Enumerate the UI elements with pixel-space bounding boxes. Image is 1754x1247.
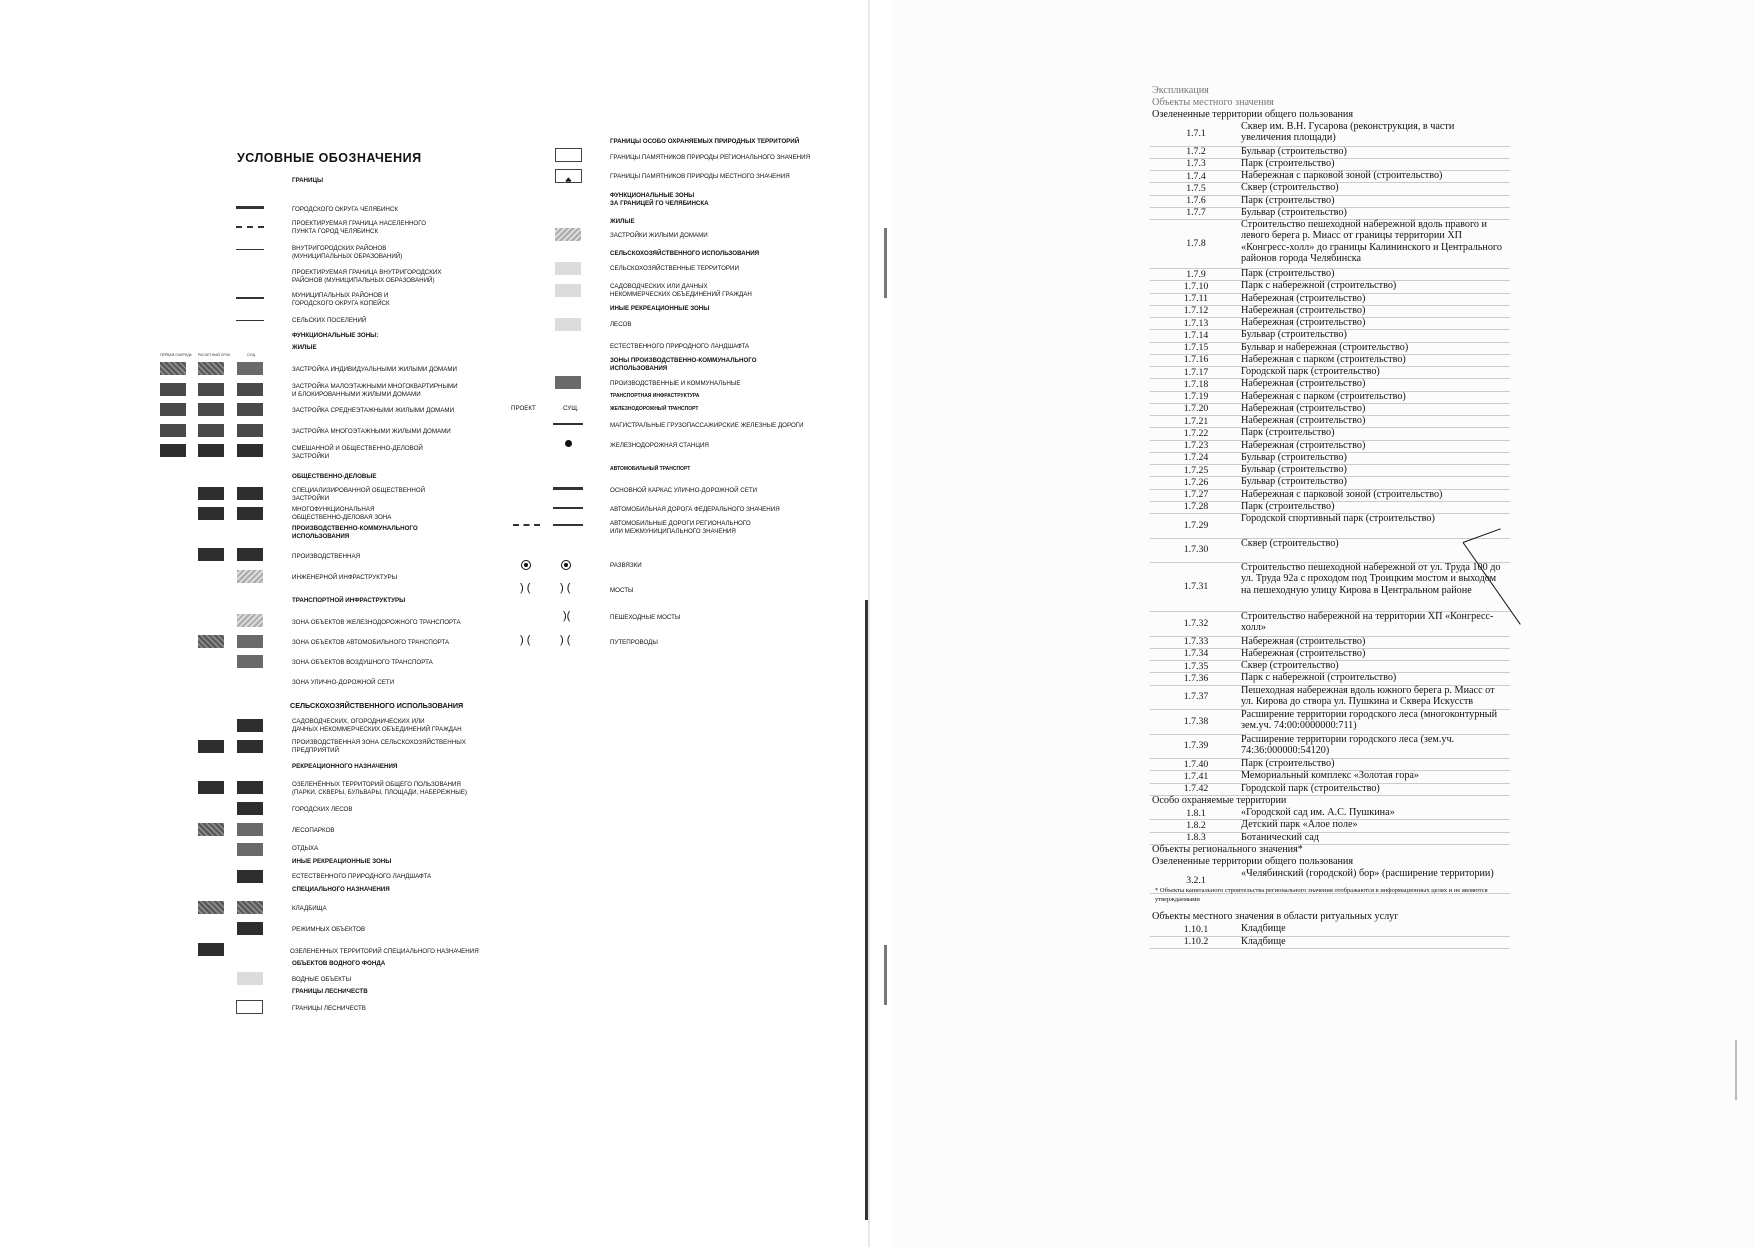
zone-swatch xyxy=(198,740,224,753)
legend-item: ЗАСТРОЙКИ ЖИЛЫМИ ДОМАМИ xyxy=(610,232,708,239)
zone-swatch xyxy=(198,403,224,416)
zone-swatch xyxy=(555,262,581,275)
legend-heading: ТРАНСПОРТНАЯ ИНФРАСТРУКТУРА xyxy=(610,393,700,399)
legend-item: ИНЖЕНЕРНОЙ ИНФРАСТРУКТУРЫ xyxy=(292,574,398,581)
zone-swatch xyxy=(160,403,186,416)
row-number: 1.7.35 xyxy=(1183,660,1209,672)
zone-swatch xyxy=(237,424,263,437)
legend-heading: ЖИЛЫЕ xyxy=(292,344,317,351)
legend-heading: ФУНКЦИОНАЛЬНЫЕ ЗОНЫ xyxy=(610,192,695,199)
zone-swatch xyxy=(237,383,263,396)
row-number: 1.7.8 xyxy=(1186,238,1206,249)
boundary-symbol xyxy=(236,297,264,299)
row-number: 1.7.4 xyxy=(1186,170,1206,182)
row-number: 1.7.19 xyxy=(1183,391,1209,403)
legend-item: МНОГОФУНКЦИОНАЛЬНАЯ xyxy=(292,506,375,513)
row-description: Строительство пешеходной набережной от ул. Труда 100 до ул. Труда 92а с проходом под Троицким мостом и выходом на пешеходную улицу Кирова в Центральном районе xyxy=(1241,562,1501,596)
row-number: 1.7.31 xyxy=(1183,581,1209,592)
legend-item: ИЛИ МЕЖМУНИЦИПАЛЬНОГО ЗНАЧЕНИЯ xyxy=(610,528,736,535)
legend-heading: ИСПОЛЬЗОВАНИЯ xyxy=(292,533,350,540)
zone-swatch xyxy=(198,487,224,500)
zone-swatch xyxy=(237,781,263,794)
legend-heading: ИНЫЕ РЕКРЕАЦИОННЫЕ ЗОНЫ xyxy=(292,858,392,865)
legend-item: ПРОИЗВОДСТВЕННЫЕ И КОММУНАЛЬНЫЕ xyxy=(610,380,741,387)
row-number: 1.7.16 xyxy=(1183,354,1209,366)
row-description: Набережная с парком (строительство) xyxy=(1241,390,1406,402)
row-number: 1.10.1 xyxy=(1183,923,1209,935)
road-symbol xyxy=(553,507,583,509)
row-description: Парк (строительство) xyxy=(1241,157,1335,169)
zone-swatch xyxy=(160,383,186,396)
legend-heading: ОБЩЕСТВЕННО-ДЕЛОВЫЕ xyxy=(292,473,377,480)
row-description: Бульвар (строительство) xyxy=(1241,451,1347,463)
legend-item: ГОРОДСКИХ ЛЕСОВ xyxy=(292,806,353,813)
row-number: 1.7.39 xyxy=(1183,740,1209,752)
legend-heading: ФУНКЦИОНАЛЬНЫЕ ЗОНЫ: xyxy=(292,332,379,339)
legend-item: МУНИЦИПАЛЬНЫХ РАЙОНОВ И xyxy=(292,292,389,299)
row-description: Парк (строительство) xyxy=(1241,427,1335,439)
legend-item: САДОВОДЧЕСКИХ ИЛИ ДАЧНЫХ xyxy=(610,283,708,290)
legend-item: ЗАСТРОЙКИ xyxy=(292,453,330,460)
boundary-symbol xyxy=(236,206,264,209)
legend-item: ГРАНИЦЫ ПАМЯТНИКОВ ПРИРОДЫ МЕСТНОГО ЗНАЧЕНИЯ xyxy=(610,173,790,180)
row-number: 1.7.30 xyxy=(1183,544,1209,556)
zone-swatch xyxy=(237,719,263,732)
row-description: Сквер им. В.Н. Гусарова (реконструкция, в части увеличения площади) xyxy=(1241,121,1455,144)
row-description: Городской спортивный парк (строительство) xyxy=(1241,513,1435,524)
explication-subgroup: Озелененные территории общего пользования xyxy=(1152,109,1354,120)
overpass-icon: ) ( xyxy=(560,634,571,646)
legend-item: ЗОНА ОБЪЕКТОВ АВТОМОБИЛЬНОГО ТРАНСПОРТА xyxy=(292,639,450,646)
boundary-symbol xyxy=(236,249,264,250)
pedestrian-bridge-icon: )( xyxy=(563,610,571,622)
row-number: 1.7.25 xyxy=(1183,464,1209,476)
legend-item: ЗОНА ОБЪЕКТОВ ВОЗДУШНОГО ТРАНСПОРТА xyxy=(292,659,433,666)
row-number: 1.7.23 xyxy=(1183,440,1209,452)
row-number: 1.7.33 xyxy=(1183,636,1209,648)
row-description: «Челябинский (городской) бор» (расширение территории) xyxy=(1241,868,1494,880)
zone-swatch xyxy=(555,376,581,389)
row-number: 1.7.24 xyxy=(1183,452,1209,464)
zone-swatch xyxy=(198,943,224,956)
legend-heading: РЕКРЕАЦИОННОГО НАЗНАЧЕНИЯ xyxy=(292,763,398,770)
zone-swatch xyxy=(237,972,263,985)
row-number: 1.7.41 xyxy=(1183,770,1209,782)
row-description: Расширение территории городского леса (зем.уч. 74:36:000000:54120) xyxy=(1241,733,1455,756)
legend-item: ПУНКТА ГОРОД ЧЕЛЯБИНСК xyxy=(292,228,379,235)
legend-item: ЗАСТРОЙКА СРЕДНЕЭТАЖНЫМИ ЖИЛЫМИ ДОМАМИ xyxy=(292,407,455,414)
zone-swatch xyxy=(237,570,263,583)
row-number: 1.7.29 xyxy=(1183,519,1209,531)
legend-item: САДОВОДЧЕСКИХ, ОГОРОДНИЧЕСКИХ ИЛИ xyxy=(292,718,425,725)
row-number: 1.7.36 xyxy=(1183,672,1209,684)
legend-item: (МУНИЦИПАЛЬНЫХ ОБРАЗОВАНИЙ) xyxy=(292,253,403,260)
scan-mark xyxy=(1735,1040,1737,1100)
zone-swatch xyxy=(236,1000,263,1014)
row-description: Бульвар (строительство) xyxy=(1241,206,1347,218)
row-number: 1.7.42 xyxy=(1183,783,1209,795)
zone-swatch xyxy=(237,362,263,375)
row-number: 1.7.40 xyxy=(1183,758,1209,770)
row-description: Парк с набережной (строительство) xyxy=(1241,280,1397,292)
boundary-symbol xyxy=(236,320,264,321)
footnote: * Объекты капитального строительства регионального значения отображаются в информационных целях и не являются утверждаемыми xyxy=(1155,887,1488,903)
row-description: Расширение территории городского леса (многоконтурный зем.уч. 74:00:0000000:711) xyxy=(1241,709,1498,732)
legend-heading: ГРАНИЦЫ ОСОБО ОХРАНЯЕМЫХ ПРИРОДНЫХ ТЕРРИТОРИЙ xyxy=(610,138,800,145)
row-number: 1.7.6 xyxy=(1186,195,1206,207)
road-symbol xyxy=(553,524,583,526)
row-description: Набережная с парком (строительство) xyxy=(1241,353,1406,365)
legend-heading: СЕЛЬСКОХОЗЯЙСТВЕННОГО ИСПОЛЬЗОВАНИЯ xyxy=(290,701,464,710)
row-number: 1.7.14 xyxy=(1183,329,1209,341)
explication-subgroup: Особо охраняемые территории xyxy=(1152,794,1287,806)
row-description: Кладбище xyxy=(1241,935,1286,947)
row-description: Набережная (строительство) xyxy=(1241,378,1366,390)
legend-item: ВОДНЫЕ ОБЪЕКТЫ xyxy=(292,976,352,983)
legend-item: ЛЕСОВ xyxy=(610,321,632,328)
zone-swatch xyxy=(198,823,224,836)
explication-subgroup: Озелененные территории общего пользования xyxy=(1152,856,1354,867)
row-description: Сквер (строительство) xyxy=(1241,537,1339,549)
row-description: Сквер (строительство) xyxy=(1241,182,1339,194)
explication-title: Экспликация xyxy=(1152,85,1209,96)
zone-swatch xyxy=(555,169,582,183)
legend-item: ПРЕДПРИЯТИЙ xyxy=(292,747,340,754)
zone-swatch xyxy=(198,444,224,457)
zone-swatch xyxy=(160,362,186,375)
row-description: Набережная (строительство) xyxy=(1241,304,1366,316)
row-number: 1.10.2 xyxy=(1183,936,1209,948)
row-description: Набережная (строительство) xyxy=(1241,402,1366,414)
interchange-icon xyxy=(521,560,531,570)
row-description: «Городской сад им. А.С. Пушкина» xyxy=(1241,807,1395,818)
row-description: Бульвар (строительство) xyxy=(1241,329,1347,341)
zone-swatch xyxy=(237,740,263,753)
row-description: Парк (строительство) xyxy=(1241,500,1335,512)
row-number: 1.7.34 xyxy=(1183,648,1209,660)
zone-swatch xyxy=(555,318,581,331)
legend-item: ГРАНИЦЫ ЛЕСНИЧЕСТВ xyxy=(292,1005,366,1012)
legend-item: РЕЖИМНЫХ ОБЪЕКТОВ xyxy=(292,926,366,933)
legend-item: ЖЕЛЕЗНОДОРОЖНАЯ СТАНЦИЯ xyxy=(610,442,709,449)
zone-swatch xyxy=(237,635,263,648)
legend-item: НЕКОММЕРЧЕСКИХ ОБЪЕДИНЕНИЙ ГРАЖДАН xyxy=(610,291,752,298)
legend-heading: ЖЕЛЕЗНОДОРОЖНЫЙ ТРАНСПОРТ xyxy=(610,406,699,412)
row-number: 1.7.22 xyxy=(1183,427,1209,439)
zone-swatch xyxy=(198,362,224,375)
legend-item: ОЗЕЛЕНЕННЫХ ТЕРРИТОРИЙ СПЕЦИАЛЬНОГО НАЗНАЧЕНИЯ xyxy=(290,948,479,955)
row-number: 1.7.21 xyxy=(1183,415,1209,427)
row-number: 1.7.13 xyxy=(1183,317,1209,329)
legend-heading: ЗА ГРАНИЦЕЙ ГО ЧЕЛЯБИНСКА xyxy=(610,200,709,207)
row-number: 1.7.37 xyxy=(1183,691,1209,703)
road-symbol xyxy=(513,524,540,526)
zone-swatch xyxy=(198,383,224,396)
row-number: 1.7.11 xyxy=(1183,293,1209,305)
zone-swatch xyxy=(237,823,263,836)
legend-item: ГРАНИЦЫ ПАМЯТНИКОВ ПРИРОДЫ РЕГИОНАЛЬНОГО ЗНАЧЕНИЯ xyxy=(610,154,811,161)
zone-swatch xyxy=(198,635,224,648)
zone-swatch xyxy=(237,614,263,627)
row-description: Парк (строительство) xyxy=(1241,758,1335,769)
legend-item: МОСТЫ xyxy=(610,587,634,594)
row-number: 1.7.38 xyxy=(1183,715,1209,727)
legend-title: УСЛОВНЫЕ ОБОЗНАЧЕНИЯ xyxy=(237,151,422,165)
row-description: Детский парк «Алое поле» xyxy=(1241,819,1358,831)
legend-item: СПЕЦИАЛИЗИРОВАННОЙ ОБЩЕСТВЕННОЙ xyxy=(292,487,426,494)
scan-mark xyxy=(884,945,887,1005)
row-number: 3.2.1 xyxy=(1186,875,1206,886)
row-description: Набережная с парковой зоной (строительство) xyxy=(1241,170,1443,181)
road-symbol xyxy=(553,487,583,490)
legend-heading: ИСПОЛЬЗОВАНИЯ xyxy=(610,365,668,372)
legend-item: ДАЧНЫХ НЕКОММЕРЧЕСКИХ ОБЪЕДИНЕНИЙ ГРАЖДАН xyxy=(292,726,462,733)
legend-item: И БЛОКИРОВАННЫМИ ЖИЛЫМИ ДОМАМИ xyxy=(292,391,421,398)
legend-item: ВНУТРИГОРОДСКИХ РАЙОНОВ xyxy=(292,245,387,252)
legend-item: ЗАСТРОЙКА ИНДИВИДУАЛЬНЫМИ ЖИЛЫМИ ДОМАМИ xyxy=(292,366,457,373)
row-divider xyxy=(1150,948,1510,949)
interchange-icon xyxy=(561,560,571,570)
row-number: 1.7.27 xyxy=(1183,489,1209,501)
row-description: Мемориальный комплекс «Золотая гора» xyxy=(1241,770,1420,782)
zone-swatch xyxy=(237,487,263,500)
row-number: 1.7.9 xyxy=(1186,268,1206,280)
column-header: СУЩ. xyxy=(247,353,256,357)
binding-line xyxy=(865,600,868,1220)
legend-item: ГОРОДСКОГО ОКРУГА КОПЕЙСК xyxy=(292,300,390,307)
legend-heading: ГРАНИЦЫ xyxy=(292,177,324,184)
row-description: Пешеходная набережная вдоль южного берега р. Миасс от ул. Кирова до створа ул. Пушкина и Сквера Искусств xyxy=(1241,684,1495,707)
row-number: 1.8.2 xyxy=(1186,819,1206,831)
legend-heading: АВТОМОБИЛЬНЫЙ ТРАНСПОРТ xyxy=(610,466,691,472)
legend-item: КЛАДБИЩА xyxy=(292,905,327,912)
row-description: Набережная (строительство) xyxy=(1241,415,1366,426)
zone-swatch xyxy=(237,507,263,520)
legend-item: ОТДЫХА xyxy=(292,845,319,852)
row-number: 1.7.10 xyxy=(1183,280,1209,292)
legend-item: СМЕШАННОЙ И ОБЩЕСТВЕННО-ДЕЛОВОЙ xyxy=(292,445,423,452)
zone-swatch xyxy=(237,802,263,815)
row-description: Бульвар (строительство) xyxy=(1241,464,1347,475)
zone-swatch xyxy=(237,870,263,883)
legend-item: ЗАСТРОЙКИ xyxy=(292,495,330,502)
row-description: Городской парк (строительство) xyxy=(1241,366,1380,377)
legend-item: ПРОЕКТИРУЕМАЯ ГРАНИЦА ВНУТРИГОРОДСКИХ xyxy=(292,269,442,276)
legend-item: (ПАРКИ, СКВЕРЫ, БУЛЬВАРЫ, ПЛОЩАДИ, НАБЕРЕЖНЫЕ) xyxy=(292,789,467,796)
legend-heading: СЕЛЬСКОХОЗЯЙСТВЕННОГО ИСПОЛЬЗОВАНИЯ xyxy=(610,250,760,257)
legend-item: РАЙОНОВ (МУНИЦИПАЛЬНЫХ ОБРАЗОВАНИЙ) xyxy=(292,277,435,284)
row-description: Набережная (строительство) xyxy=(1241,635,1366,647)
zone-swatch xyxy=(555,228,581,241)
legend-item: СЕЛЬСКОХОЗЯЙСТВЕННЫЕ ТЕРРИТОРИИ xyxy=(610,265,739,272)
row-description: Набережная с парковой зоной (строительство) xyxy=(1241,488,1443,500)
explication-group: Объекты местного значения xyxy=(1152,97,1274,108)
zone-swatch xyxy=(555,148,582,162)
column-header: РАСЧЕТНЫЙ СРОК xyxy=(198,353,231,357)
legend-heading: ОБЪЕКТОВ ВОДНОГО ФОНДА xyxy=(292,960,386,967)
row-description: Бульвар (строительство) xyxy=(1241,476,1347,488)
row-description: Набережная (строительство) xyxy=(1241,292,1366,304)
legend-heading: ЖИЛЫЕ xyxy=(610,218,635,225)
legend-item: ЕСТЕСТВЕННОГО ПРИРОДНОГО ЛАНДШАФТА xyxy=(610,343,750,350)
legend-item: ЗАСТРОЙКА МНОГОЭТАЖНЫМИ ЖИЛЫМИ ДОМАМИ xyxy=(292,428,451,435)
zone-swatch xyxy=(237,655,263,668)
legend-item: АВТОМОБИЛЬНЫЕ ДОРОГИ РЕГИОНАЛЬНОГО xyxy=(610,520,751,527)
legend-item: ПРОИЗВОДСТВЕННАЯ xyxy=(292,553,361,560)
row-number: 1.7.2 xyxy=(1186,146,1206,158)
zone-swatch xyxy=(237,901,263,914)
row-description: Строительство пешеходной набережной вдоль правого и левого берега р. Миасс от границы территории ХП «Конгресс-холл» до границы Калининского и Центрального районов города Челябинска xyxy=(1241,219,1502,264)
row-description: Парк с набережной (строительство) xyxy=(1241,672,1397,684)
column-header: ПЕРВАЯ ОЧЕРЕДЬ xyxy=(160,353,192,357)
legend-heading: ПРОИЗВОДСТВЕННО-КОММУНАЛЬНОГО xyxy=(292,525,418,532)
scan-mark xyxy=(884,228,887,298)
column-header: ПРОЕКТ xyxy=(511,405,536,412)
legend-heading: СПЕЦИАЛЬНОГО НАЗНАЧЕНИЯ xyxy=(292,886,390,893)
legend-item: ЕСТЕСТВЕННОГО ПРИРОДНОГО ЛАНДШАФТА xyxy=(292,873,432,880)
row-number: 1.7.28 xyxy=(1183,501,1209,513)
page-fold xyxy=(868,0,870,1247)
station-icon xyxy=(565,440,572,447)
row-description: Кладбище xyxy=(1241,923,1286,935)
row-description: Сквер (строительство) xyxy=(1241,660,1339,671)
overpass-icon: ) ( xyxy=(520,634,531,646)
legend-item: ГОРОДСКОГО ОКРУГА ЧЕЛЯБИНСК xyxy=(292,206,398,213)
column-header: СУЩ. xyxy=(563,405,579,412)
zone-swatch xyxy=(237,922,263,935)
row-number: 1.7.1 xyxy=(1186,127,1206,139)
row-number: 1.7.20 xyxy=(1183,403,1209,415)
zone-swatch xyxy=(237,444,263,457)
row-number: 1.7.15 xyxy=(1183,342,1209,354)
tree-icon: ♣ xyxy=(565,175,572,185)
zone-swatch xyxy=(198,901,224,914)
row-description: Ботанический сад xyxy=(1241,831,1319,843)
row-number: 1.7.7 xyxy=(1186,207,1206,219)
bridge-icon: ) ( xyxy=(560,582,571,594)
zone-swatch xyxy=(198,548,224,561)
legend-item: ПРОЕКТИРУЕМАЯ ГРАНИЦА НАСЕЛЕННОГО xyxy=(292,220,427,227)
legend-item: МАГИСТРАЛЬНЫЕ ГРУЗОПАССАЖИРСКИЕ ЖЕЛЕЗНЫЕ ДОРОГИ xyxy=(610,422,804,429)
row-description: Бульвар и набережная (строительство) xyxy=(1241,341,1409,353)
row-number: 1.7.32 xyxy=(1183,617,1209,629)
legend-heading: ТРАНСПОРТНОЙ ИНФРАСТРУКТУРЫ xyxy=(292,597,406,604)
zone-swatch xyxy=(555,284,581,297)
zone-swatch xyxy=(237,548,263,561)
legend-item: ПУТЕПРОВОДЫ xyxy=(610,639,658,646)
legend-item: АВТОМОБИЛЬНАЯ ДОРОГА ФЕДЕРАЛЬНОГО ЗНАЧЕНИЯ xyxy=(610,506,780,513)
row-description: Городской парк (строительство) xyxy=(1241,782,1380,794)
explication-subgroup: Объекты регионального значения* xyxy=(1152,843,1303,855)
row-description: Набережная (строительство) xyxy=(1241,317,1366,328)
row-description: Набережная (строительство) xyxy=(1241,647,1366,659)
row-description: Бульвар (строительство) xyxy=(1241,145,1347,157)
bridge-icon: ) ( xyxy=(520,582,531,594)
legend-item: ОСНОВНОЙ КАРКАС УЛИЧНО-ДОРОЖНОЙ СЕТИ xyxy=(610,487,758,494)
legend-heading: ИНЫЕ РЕКРЕАЦИОННЫЕ ЗОНЫ xyxy=(610,305,710,312)
legend-item: РАЗВЯЗКИ xyxy=(610,562,642,569)
row-description: Набережная (строительство) xyxy=(1241,439,1366,451)
row-number: 1.7.3 xyxy=(1186,158,1206,170)
legend-item: ПРОИЗВОДСТВЕННАЯ ЗОНА СЕЛЬСКОХОЗЯЙСТВЕННЫХ xyxy=(292,739,466,746)
zone-swatch xyxy=(160,444,186,457)
row-number: 1.7.5 xyxy=(1186,182,1206,194)
row-number: 1.7.17 xyxy=(1183,366,1209,378)
legend-item: ЗОНА УЛИЧНО-ДОРОЖНОЙ СЕТИ xyxy=(292,679,395,686)
row-number: 1.8.1 xyxy=(1186,807,1206,819)
zone-swatch xyxy=(198,507,224,520)
legend-item: ЛЕСОПАРКОВ xyxy=(292,827,335,834)
row-description: Парк (строительство) xyxy=(1241,194,1335,206)
legend-heading: ГРАНИЦЫ ЛЕСНИЧЕСТВ xyxy=(292,988,368,995)
legend-item: ЗОНА ОБЪЕКТОВ ЖЕЛЕЗНОДОРОЖНОГО ТРАНСПОРТА xyxy=(292,619,461,626)
zone-swatch xyxy=(160,424,186,437)
zone-swatch xyxy=(198,424,224,437)
legend-heading: ЗОНЫ ПРОИЗВОДСТВЕННО-КОММУНАЛЬНОГО xyxy=(610,357,757,364)
legend-item: СЕЛЬСКИХ ПОСЕЛЕНИЙ xyxy=(292,317,367,324)
row-number: 1.7.12 xyxy=(1183,305,1209,317)
zone-swatch xyxy=(198,781,224,794)
railway-symbol xyxy=(553,423,583,425)
zone-swatch xyxy=(237,403,263,416)
row-number: 1.7.26 xyxy=(1183,476,1209,488)
legend-item: ОБЩЕСТВЕННО-ДЕЛОВАЯ ЗОНА xyxy=(292,514,392,521)
row-description: Строительство набережной на территории ХП «Конгресс-холл» xyxy=(1241,611,1494,634)
explication-subgroup: Объекты местного значения в области ритуальных услуг xyxy=(1152,911,1399,922)
boundary-symbol xyxy=(236,226,264,228)
row-number: 1.7.18 xyxy=(1183,378,1209,390)
legend-item: ЗАСТРОЙКА МАЛОЭТАЖНЫМИ МНОГОКВАРТИРНЫМИ xyxy=(292,383,458,390)
row-number: 1.8.3 xyxy=(1186,832,1206,844)
legend-item: ОЗЕЛЕНЁННЫХ ТЕРРИТОРИЙ ОБЩЕГО ПОЛЬЗОВАНИЯ xyxy=(292,781,461,788)
row-description: Парк (строительство) xyxy=(1241,268,1335,279)
legend-item: ПЕШЕХОДНЫЕ МОСТЫ xyxy=(610,614,681,621)
zone-swatch xyxy=(237,843,263,856)
